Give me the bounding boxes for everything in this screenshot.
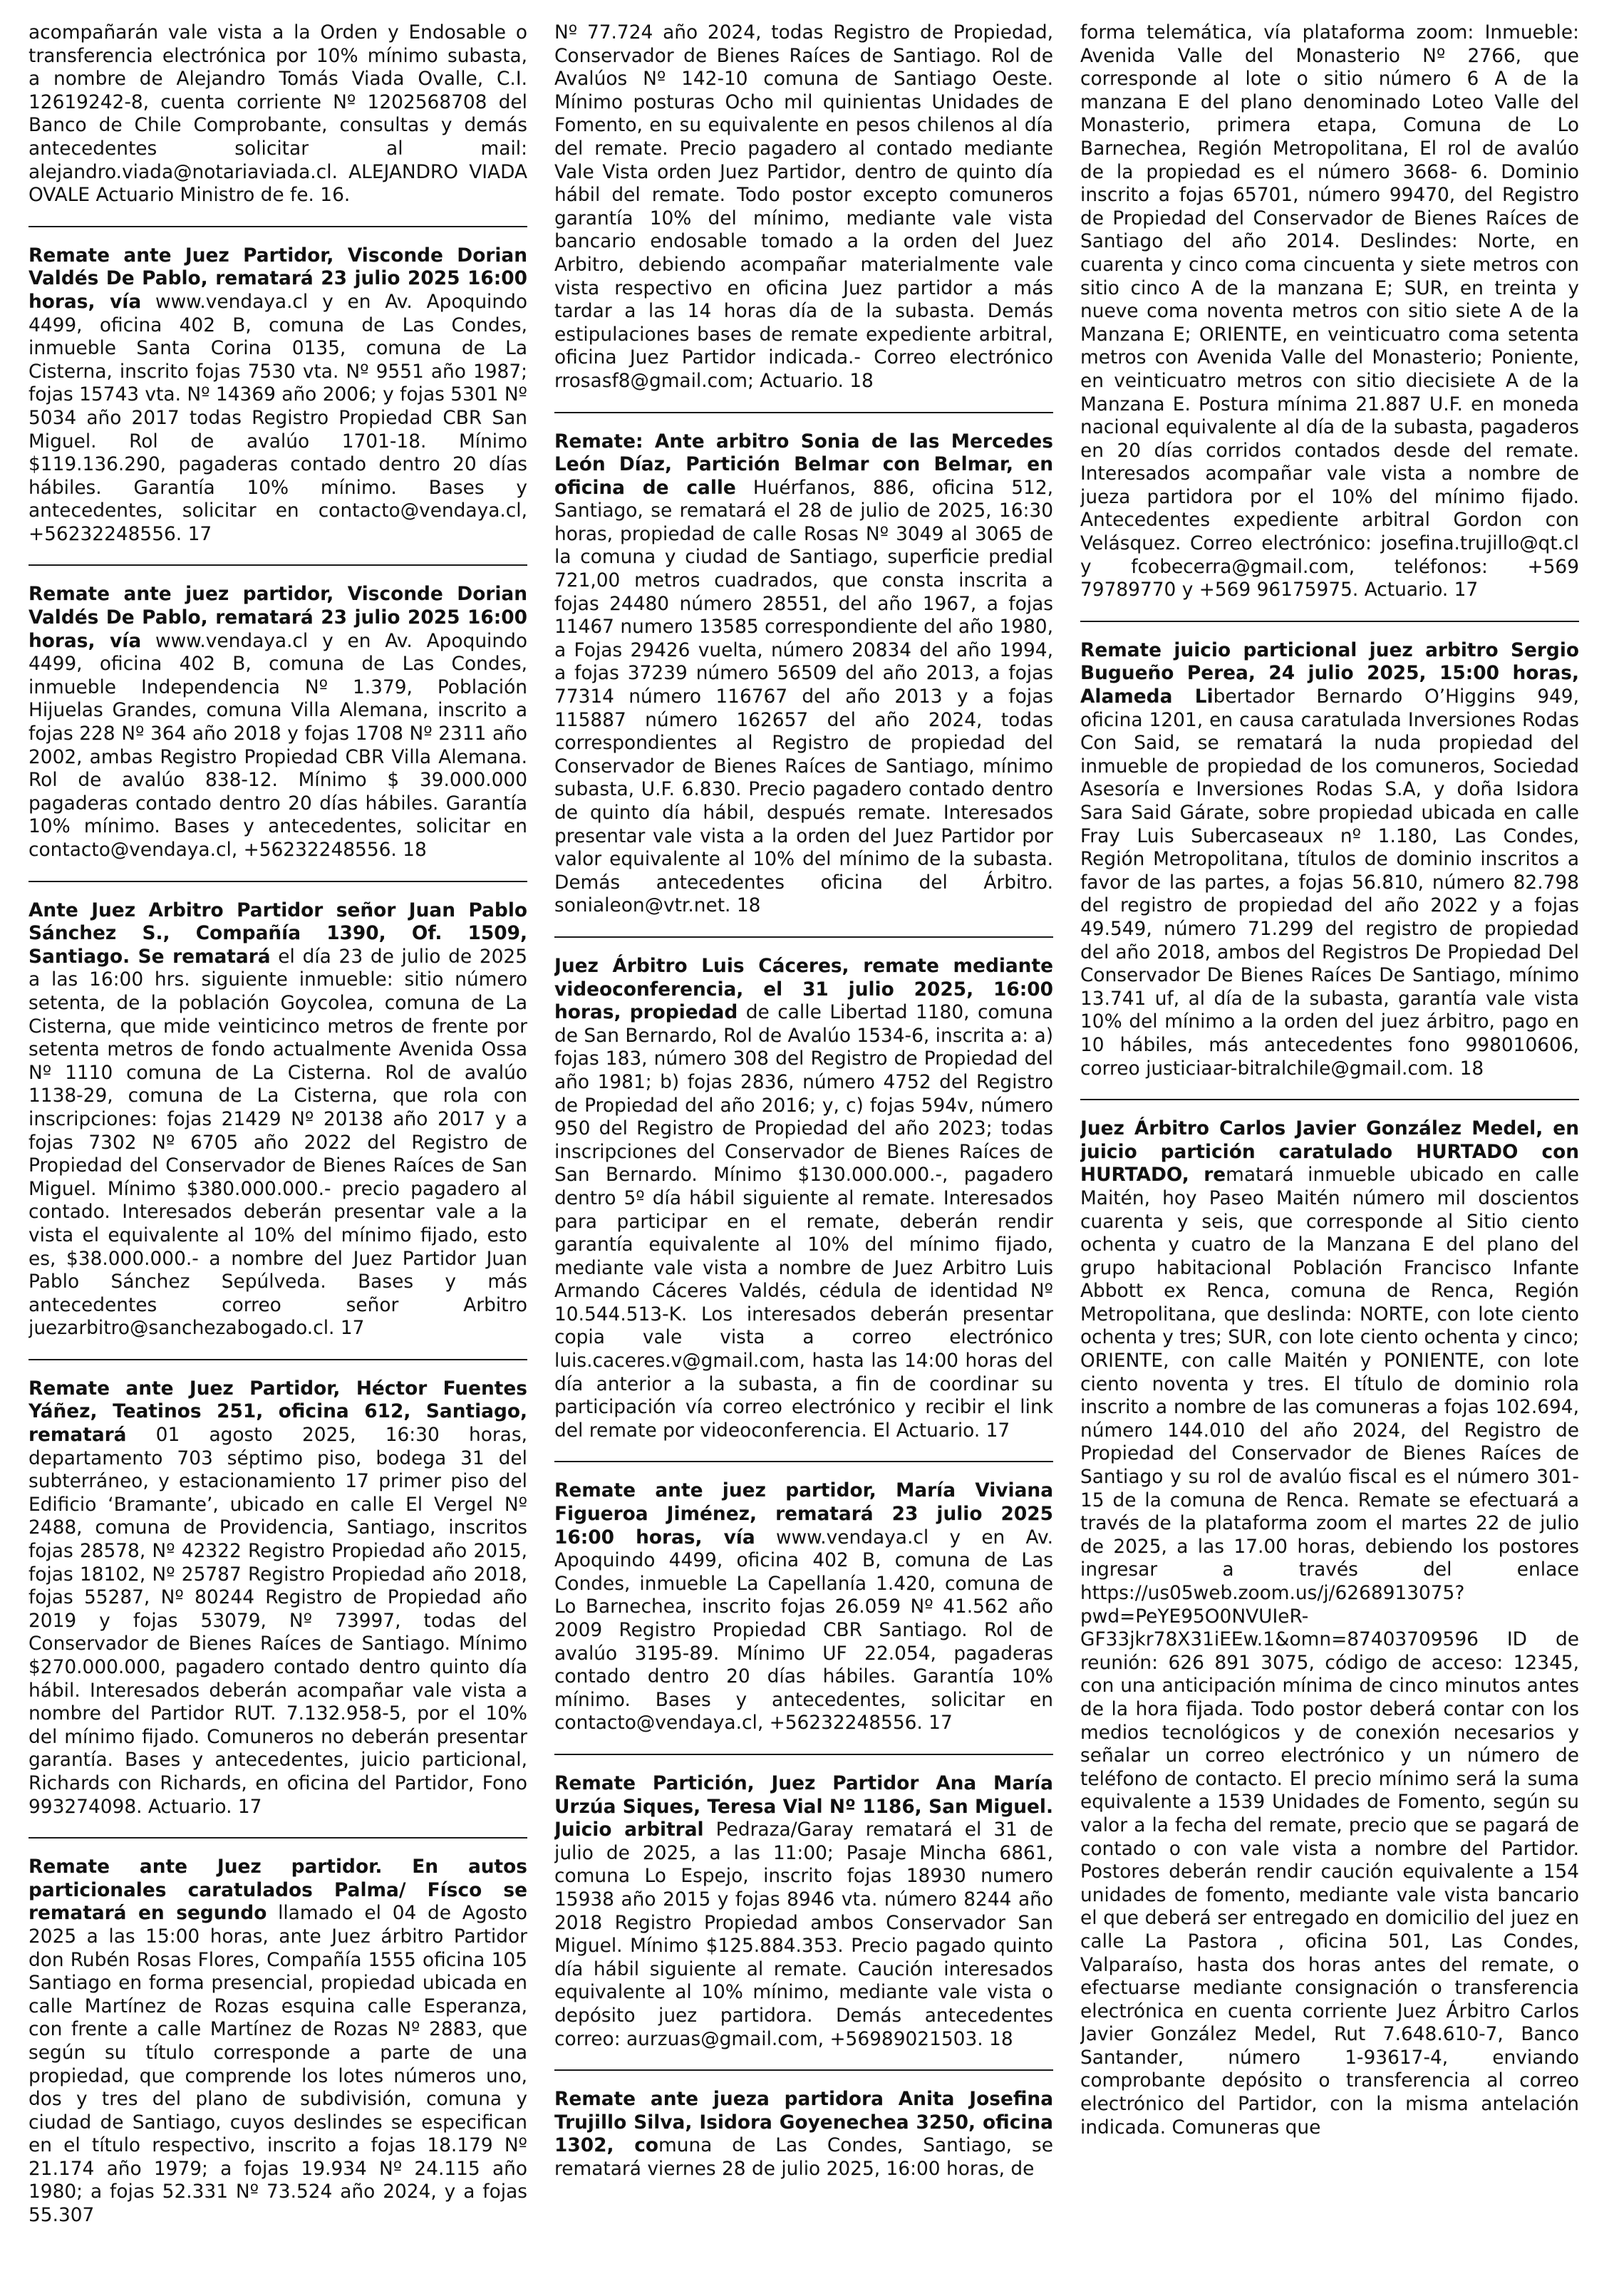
notice-heading: Remate ante jueza partidora Anita Josefina Trujillo Silva, Isidora Goyenechea 3250, oficina 1302, co — [554, 2088, 1053, 2157]
notice-heading: Remate Partición, Juez Partidor Ana María Urzúa Siques, Teresa Vial Nº 1186, San Miguel. Juicio arbitral — [554, 1772, 1053, 1841]
notice — [29, 1856, 527, 2246]
notice-heading: Remate ante Juez Partidor, Visconde Dorian Valdés De Pablo, rematará 23 julio 2025 16:00 horas, vía — [29, 244, 527, 313]
notice-body: muna de Las Condes, Santiago, se rematará viernes 28 de julio 2025, 16:00 horas, de — [554, 2134, 1053, 2180]
notice — [554, 1772, 1053, 2069]
notice-heading: Remate ante Juez partidor. En autos particionales caratulados Palma/ Físco se rematará en segundo — [29, 1856, 527, 1925]
column-2 — [554, 21, 1053, 2282]
notice-body: matará inmueble ubicado en calle Maitén, hoy Paseo Maitén número mil doscientos cuarenta y seis, que corresponde al Sitio ciento ochenta y cuatro de la Manzana E del plano del grupo habitacional Población Francisco Infante Abbott ex Renca, comuna de Renca, Región Metropolitana, que deslinda: NORTE, con lote ciento ochenta y tres; SUR, con lote ciento ochenta y cinco; ORIENTE, con calle Maitén y PONIENTE, con lote ciento noventa y tres. El título de dominio rola inscrito a nombre de las comuneras a fojas 102.694, número 144.010 del año 2024, del Registro de Propiedad del Conservador de Bienes Raíces de Santiago y su rol de avalúo fiscal es el número 301-15 de la comuna de Renca. Remate se efectuará a través de la plataforma zoom el martes 22 de julio de 2025, a las 17.00 horas, debiendo los postores ingresar a través del enlace https://us05web.zoom.us/j/6268913075?pwd=PeYE95O0NVUIeR-GF33jkr78X31iEEw.1&omn=87403709596 ID de reunión: 626 891 3075, código de acceso: 12345, con una anticipación mínima de cinco minutos antes de la hora fijada. Todo postor deberá contar con los medios tecnológicos y de conexión necesarios y señalar un correo electrónico y un número de teléfono de contacto. El precio mínimo será la suma equivalente a 1539 Unidades de Fomento, según su valor a la fecha del remate, precio que se pagará de contado o con vale vista a nombre del Partidor. Postores deberán rendir caución equivalente a 154 unidades de fomento, mediante vale vista bancario el que deberá ser entregado en domicilio del juez en calle La Pastora , oficina 501, Las Condes, Valparaíso, hasta dos horas antes del remate, o efectuarse mediante consignación o transferencia electrónica en cuenta corriente Juez Árbitro Carlos Javier González Medel, Rut 7.648.610-7, Banco Santander, número 1-93617-4, enviando comprobante depósito o transferencia al correo electrónico del Partidor, con la misma antelación indicada. Comuneras que — [1080, 1164, 1579, 2139]
notice-separator — [554, 2069, 1053, 2071]
notice — [29, 1377, 527, 1837]
notice-heading: Remate ante juez partidor, Visconde Dorian Valdés De Pablo, rematará 23 julio 2025 16:00 horas, vía — [29, 583, 527, 652]
notice-separator — [1080, 1099, 1579, 1100]
notice-separator — [1080, 621, 1579, 622]
notice-body: www.vendaya.cl y en Av. Apoquindo 4499, oficina 402 B, comuna de Las Condes, inmueble Santa Corina 0135, comuna de La Cisterna, inscrito fojas 7530 vta. Nº 9551 año 1987; fojas 15743 vta. Nº 14369 año 2006; y fojas 5301 Nº 5034 año 2017 todas Registro Propiedad CBR San Miguel. Rol de avalúo 1701-18. Mínimo $119.136.290, pagaderas contado dentro 20 días hábiles. Garantía 10% mínimo. Bases y antecedentes, solicitar en contacto@vendaya.cl, +56232248556. 17 — [29, 290, 527, 545]
notice-separator — [29, 881, 527, 882]
notice-heading: Remate: Ante arbitro Sonia de las Mercedes León Díaz, Partición Belmar con Belmar, en oficina de calle — [554, 430, 1053, 499]
notice-heading: Ante Juez Arbitro Partidor señor Juan Pablo Sánchez S., Compañía 1390, Of. 1509, Santiago. Se rematará — [29, 899, 527, 968]
notice — [29, 21, 527, 226]
notice-body: acompañarán vale vista a la Orden y Endosable o transferencia electrónica por 10% mínimo subasta, a nombre de Alejandro Tomás Viada Ovalle, C.I. 12619242-8, cuenta corriente Nº 1202568708 del Banco de Chile Comprobante, consultas y demás antecedentes solicitar al mail: alejandro.viada@notariaviada.cl. ALEJANDRO VIADA OVALE Actuario Ministro de fe. 16. — [29, 21, 527, 207]
notice — [1080, 21, 1579, 621]
notice — [29, 583, 527, 880]
notice-heading: Remate ante juez partidor, María Viviana Figueroa Jiménez, rematará 23 julio 2025 16:00 horas, vía — [554, 1479, 1053, 1548]
notice — [554, 430, 1053, 936]
notice — [29, 899, 527, 1359]
notice-separator — [554, 412, 1053, 413]
notice-heading: Juez Árbitro Carlos Javier González Medel, en juicio partición caratulado HURTADO con HURTADO, re — [1080, 1117, 1579, 1186]
notice-body: el día 23 de julio de 2025 a las 16:00 hrs. siguiente inmueble: sitio número setenta, de la población Goycolea, comuna de La Cisterna, que mide veinticinco metros de frente por setenta metros de fondo actualmente Avenida Ossa Nº 1110 comuna de La Cisterna. Rol de avalúo 1138-29, comuna de La Cisterna, que rola con inscripciones: fojas 21429 Nº 20138 año 2017 y a fojas 7302 Nº 6705 año 2022 del Registro de Propiedad del Conservador de Bienes Raíces de San Miguel. Mínimo $380.000.000.- precio pagadero al contado. Interesados deberán presentar vale a la vista el equivalente al 10% del mínimo fijado, esto es, $38.000.000.- a nombre del Juez Partidor Juan Pablo Sánchez Sepúlveda. Bases y más antecedentes correo señor Arbitro juezarbitro@sanchezabogado.cl. 17 — [29, 945, 527, 1340]
notice-separator — [554, 936, 1053, 938]
notice — [1080, 639, 1579, 1099]
notice-heading: Remate ante Juez Partidor, Héctor Fuentes Yáñez, Teatinos 251, oficina 612, Santiago, rematará — [29, 1377, 527, 1447]
notice-heading: Remate juicio particional juez arbitro Sergio Bugueño Perea, 24 julio 2025, 15:00 horas, Alameda Li — [1080, 638, 1579, 708]
column-3 — [1080, 21, 1579, 2282]
column-1 — [29, 21, 527, 2282]
notice — [29, 244, 527, 565]
notice-body: de calle Libertad 1180, comuna de San Bernardo, Rol de Avalúo 1534-6, inscrita a: a) fojas 183, número 308 del Registro de Propiedad del año 1981; b) fojas 2836, número 4752 del Registro de Propiedad del año 2016; y, c) fojas 594v, número 950 del Registro de Propiedad del año 2023; todas inscripciones del Conservador de Bienes Raíces de San Bernardo. Mínimo $130.000.000.-, pagadero dentro 5º día hábil siguiente al remate. Interesados para participar en el remate, deberán rendir garantía equivalente al 10% del mínimo fijado, mediante vale vista a nombre de Juez Arbitro Luis Armando Cáceres Valdés, cédula de identidad Nº 10.544.513-K. Los interesados deberán presentar copia vale vista a correo electrónico luis.caceres.v@gmail.com, hasta las 14:00 horas del día anterior a la subasta, a fin de coordinar su participación vía correo electrónico y recibir el link del remate por videoconferencia. El Actuario. 17 — [554, 1001, 1053, 1442]
notice-body: Nº 77.724 año 2024, todas Registro de Propiedad, Conservador de Bienes Raíces de Santiago. Rol de Avalúos Nº 142-10 comuna de Santiago Oeste. Mínimo posturas Ocho mil quinientas Unidades de Fomento, en su equivalente en pesos chilenos al día del remate. Precio pagadero al contado mediante Vale Vista orden Juez Partidor, dentro de quinto día hábil del remate. Todo postor excepto comuneros garantía 10% del mínimo, mediante vale vista bancario endosable tomado a la orden del Juez Arbitro, debiendo acompañar materialmente vale vista respectivo en oficina Juez partidor a más tardar a las 14 horas día de la subasta. Demás estipulaciones bases de remate expediente arbitral, oficina Juez Partidor indicada.- Correo electrónico rrosasf8@gmail.com; Actuario. 18 — [554, 21, 1053, 392]
notice-body: Huérfanos, 886, oficina 512, Santiago, se rematará el 28 de julio de 2025, 16:30 horas, propiedad de calle Rosas Nº 3049 al 3065 de la comuna y ciudad de Santiago, superficie predial 721,00 metros cuadrados, que consta inscrita a fojas 24480 número 28551, del año 1967, a fojas 11467 numero 13585 correspondiente del año 1980, a Fojas 29426 vuelta, número 20834 del año 1994, a fojas 37239 número 56509 del año 2013, a fojas 77314 número 116767 del año 2013 y a fojas 115887 número 162657 del año 2024, todas correspondientes al Registro de propiedad del Conservador de Bienes Raíces de Santiago, mínimo subasta, U.F. 6.830. Precio pagadero contado dentro de quinto día hábil, después remate. Interesados presentar vale vista a la orden del Juez Partidor por valor equivalente al 10% del mínimo de la subasta. Demás antecedentes oficina del Árbitro. sonialeon@vtr.net. 18 — [554, 476, 1053, 917]
notice-separator — [554, 1754, 1053, 1755]
notice-separator — [29, 1359, 527, 1360]
notice-body: forma telemática, vía plataforma zoom: Inmueble: Avenida Valle del Monasterio Nº 2766, que corresponde al lote o sitio número 6 A de la manzana E del plano denominado Loteo Valle del Monasterio, primera etapa, Comuna de Lo Barnechea, Región Metropolitana, El rol de avalúo de la propiedad es el número 3668- 6. Dominio inscrito a fojas 65701, número 99470, del Registro de Propiedad del Conservador de Bienes Raíces de Santiago del año 2014. Deslindes: Norte, en cuarenta y cinco coma cincuenta y siete metros con sitio cinco A de la manzana E; SUR, en treinta y nueve coma noventa metros con sitio siete A de la Manzana E; ORIENTE, en veinticuatro coma setenta metros con Avenida Valle del Monasterio; Poniente, en veinticuatro metros con sitio diecisiete A de la Manzana E. Postura mínima 21.887 U.F. en moneda nacional equivalente al día de la subasta, pagaderos en 20 días corridos contados desde del remate. Interesados acompañar vale vista a nombre de jueza partidora por el 10% del mínimo fijado. Antecedentes expediente arbitral Gordon con Velásquez. Correo electrónico: josefina.trujillo@qt.cl y fcobecerra@gmail.com, teléfonos: +569 79789770 y +569 96175975. Actuario. 17 — [1080, 21, 1579, 601]
notice — [554, 1479, 1053, 1754]
notice-body: llamado el 04 de Agosto 2025 a las 15:00 horas, ante Juez árbitro Partidor don Rubén Rosas Flores, Compañía 1555 oficina 105 Santiago en forma presencial, propiedad ubicada en calle Martínez de Rozas esquina calle Esperanza, con frente a calle Martínez de Rozas Nº 2883, que según su título corresponde a parte de una propiedad, que comprende los lotes números uno, dos y tres del plano de subdivisión, comuna y ciudad de Santiago, cuyos deslindes se especifican en el título respectivo, inscrito a fojas 18.179 Nº 21.174 año 1979; a fojas 19.934 Nº 24.115 año 1980; a fojas 52.331 Nº 73.524 año 2024, y a fojas 55.307 — [29, 1902, 527, 2227]
notice-heading: Juez Árbitro Luis Cáceres, remate mediante videoconferencia, el 31 julio 2025, 16:00 horas, propiedad — [554, 954, 1053, 1024]
notice-body: bertador Bernardo O’Higgins 949, oficina 1201, en causa caratulada Inversiones Rodas Con Said, se rematará la nuda propiedad del inmueble de propiedad de los comuneros, Sociedad Asesoría e Inversiones Rodas S.A, y doña Isidora Sara Said Gárate, sobre propiedad ubicada en calle Fray Luis Subercaseaux nº 1.180, Las Condes, Región Metropolitana, títulos de dominio inscritos a favor de las partes, a fojas 56.810, número 82.798 del registro de propiedad del año 2022 y a fojas 49.549, número 71.299 del registro de propiedad del año 2018, ambos del Registros De Propiedad Del Conservador De Bienes Raíces De Santiago, mínimo 13.741 uf, al día de la subasta, garantía vale vista 10% del mínimo a la orden del juez árbitro, pago en 10 hábiles, más antecedentes fono 998010606, correo justiciaar-bitralchile@gmail.com. 18 — [1080, 686, 1579, 1080]
notice — [554, 955, 1053, 1461]
notice-separator — [29, 1837, 527, 1839]
notice — [554, 2088, 1053, 2199]
notice-separator — [29, 564, 527, 566]
notice-body: 01 agosto 2025, 16:30 horas, departamento 703 séptimo piso, bodega 31 del subterráneo, y estacionamiento 17 primer piso del Edificio ‘Bramante’, ubicado en calle El Vergel Nº 2488, comuna de Providencia, Santiago, inscritos fojas 28578, Nº 42322 Registro Propiedad año 2015, fojas 18102, Nº 25787 Registro Propiedad año 2018, fojas 55287, Nº 80244 Registro de Propiedad año 2019 y fojas 53079, Nº 73997, todas del Conservador de Bienes Raíces de Santiago. Mínimo $270.000.000, pagadero contado dentro quinto día hábil. Interesados deberán acompañar vale vista a nombre del Partidor RUT. 7.132.958-5, por el 10% del mínimo fijado. Comuneros no deberán presentar garantía. Bases y antecedentes, juicio particional, Richards con Richards, en oficina del Partidor, Fono 993274098. Actuario. 17 — [29, 1424, 527, 1818]
notice-body: Pedraza/Garay rematará el 31 de julio de 2025, a las 11:00; Pasaje Mincha 6861, comuna Lo Espejo, inscrito fojas 18930 numero 15938 año 2015 y fojas 8946 vta. número 8244 año 2018 Registro Propiedad ambos Conservador San Miguel. Mínimo $125.884.353. Precio pagado quinto día hábil siguiente al remate. Caución interesados equivalente al 10% mínimo, mediante vale vista o depósito juez partidora. Demás antecedentes correo: aurzuas@gmail.com, +56989021503. 18 — [554, 1819, 1053, 2050]
notice — [554, 21, 1053, 412]
notice-separator — [29, 226, 527, 227]
notice-body: www.vendaya.cl y en Av. Apoquindo 4499, oficina 402 B, comuna de Las Condes, inmueble Independencia Nº 1.379, Población Hijuelas Grandes, comuna Villa Alemana, inscrito a fojas 228 Nº 364 año 2018 y fojas 1708 Nº 2311 año 2002, ambas Registro Propiedad CBR Villa Alemana. Rol de avalúo 838-12. Mínimo $ 39.000.000 pagaderas contado dentro 20 días hábiles. Garantía 10% mínimo. Bases y antecedentes, solicitar en contacto@vendaya.cl, +56232248556. 18 — [29, 629, 527, 861]
notice-body: www.vendaya.cl y en Av. Apoquindo 4499, oficina 402 B, comuna de Las Condes, inmueble La Capellanía 1.420, comuna de Lo Barnechea, inscrito fojas 26.059 Nº 41.562 año 2009 Registro Propiedad CBR Santiago. Rol de avalúo 3195-89. Mínimo UF 22.054, pagaderas contado dentro 20 días hábiles. Garantía 10% mínimo. Bases y antecedentes, solicitar en contacto@vendaya.cl, +56232248556. 17 — [554, 1526, 1053, 1734]
notice — [1080, 1117, 1579, 2158]
notice-separator — [554, 1461, 1053, 1462]
